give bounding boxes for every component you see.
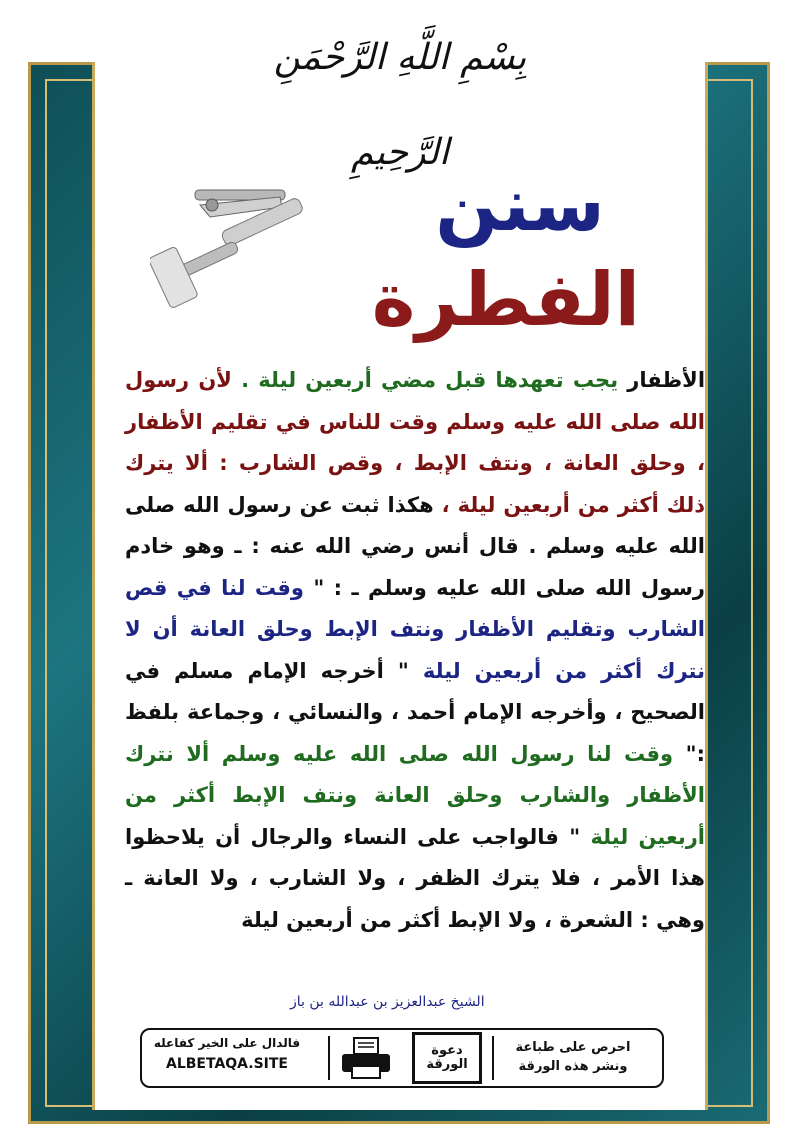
divider	[492, 1036, 494, 1080]
author-signature: الشيخ عبدالعزيز بن عبدالله بن باز	[290, 994, 485, 1010]
main-paragraph	[125, 360, 705, 941]
footer-website-block	[152, 1036, 302, 1072]
text-segment: لأن رسول الله صلى الله عليه وسلم وقت للناس في تقليم الأظفار ، وحلق العانة ، ونتف الإبط ، وقص الشارب : ألا يترك ذلك أكثر من أربعين ليلة ،	[125, 368, 705, 517]
page-title	[371, 160, 640, 350]
print-request-line-1: احرص على طباعة	[515, 1040, 631, 1055]
footer-print-request	[498, 1038, 648, 1076]
text-segment: " أخرجه الإمام مسلم في الصحيح ، وأخرجه الإمام أحمد ، والنسائي ، وجماعة بلفظ :"	[125, 658, 705, 766]
footer-motto: فالدال على الخير كفاعله	[153, 1036, 301, 1050]
footer-bar	[140, 1028, 664, 1088]
title-line-2: الفطرة	[371, 257, 640, 343]
hadith-quote-ahmad: وقت لنا رسول الله صلى الله عليه وسلم ألا نترك الأظفار والشارب وحلق العانة ونتف الإبط أكثر من أربعين ليلة	[125, 741, 705, 849]
text-segment: الأظفار	[618, 368, 706, 392]
print-request-line-2: ونشر هذه الورقة	[518, 1059, 628, 1074]
dawat-alwaraqa-logo: دعوة الورقة	[412, 1032, 482, 1084]
printer-icon	[338, 1036, 394, 1080]
divider	[328, 1036, 330, 1080]
website-link[interactable]: ALBETAQA.SITE	[165, 1056, 288, 1072]
hadith-quote-muslim: وقت لنا في قص الشارب وتقليم الأظفار ونتف الإبط وحلق العانة أن لا نترك أكثر من أربعين ليلة	[125, 575, 705, 683]
text-segment: يجب تعهدها قبل مضي أربعين ليلة .	[231, 368, 619, 392]
text-segment: هكذا ثبت عن رسول الله صلى الله عليه وسلم . قال أنس رضي الله عنه : ـ وهو خادم رسول الله صلى الله عليه وسلم ـ : "	[125, 492, 705, 600]
title-line-1: سنن	[435, 162, 605, 248]
text-segment: " فالواجب على النساء والرجال أن يلاحظوا هذا الأمر ، فلا يترك الظفر ، ولا الشارب ، ولا العانة ـ وهي : الشعرة ، ولا الإبط أكثر من أربعين ليلة	[125, 824, 705, 932]
grooming-tools-illustration	[150, 175, 310, 335]
bismillah-calligraphy: بِسْمِ اللَّهِ الرَّحْمَنِ الرَّحِيمِ	[240, 10, 560, 105]
